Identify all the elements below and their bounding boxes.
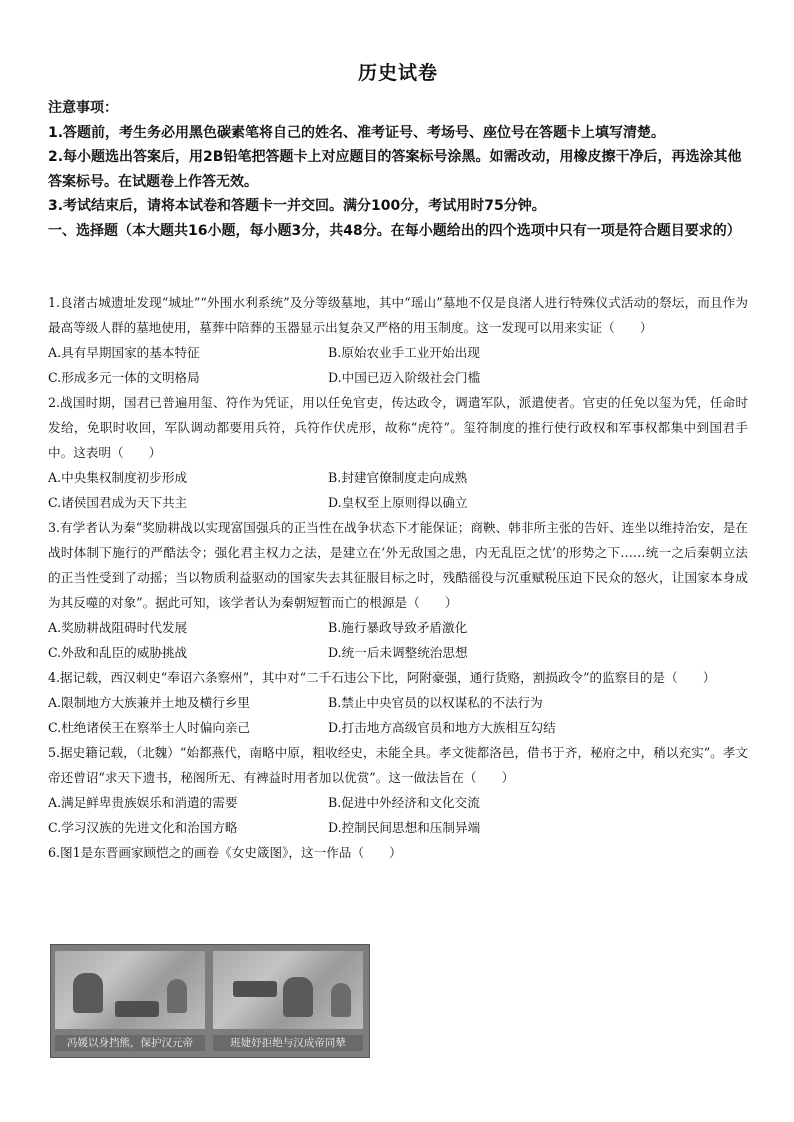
question-5 [48,740,748,840]
question-stem: 5.据史籍记载，（北魏）“始都燕代，南略中原，粗收经史，未能全具。孝文徙都洛邑，借书于齐，秘府之中，稍以充实”。孝文帝还曾诏“求天下遗书，秘阁所无、有裨益时用者加以优赏”。这一做法旨在（ ） [48,745,748,785]
painting-panel-left [55,951,205,1029]
option-c: C.形成多元一体的文明格局 [48,370,200,385]
question-6 [48,840,748,865]
question-stem: 4.据记载，西汉刺史“奉诏六条察州”，其中对“二千石违公下比，阿附豪强，通行货赂，割损政令”的监察目的是（ ） [48,670,716,685]
option-a: A.具有早期国家的基本特征 [48,345,200,360]
figure-silhouette [331,983,351,1017]
question-1 [48,290,748,390]
option-b: B.促进中外经济和文化交流 [328,795,480,810]
figure-silhouette [167,979,187,1013]
option-c: C.学习汉族的先进文化和治国方略 [48,820,238,835]
option-grid [48,615,748,665]
page-title: 历史试卷 [357,62,438,84]
option-a: A.奖励耕战阻碍时代发展 [48,620,188,635]
question-3 [48,515,748,665]
palanquin-silhouette [233,981,277,997]
option-d: D.中国已迈入阶级社会门槛 [328,370,481,385]
option-c: C.诸侯国君成为天下共主 [48,495,188,510]
question-2 [48,390,748,515]
option-a: A.满足鲜卑贵族娱乐和消遣的需要 [48,795,238,810]
section-heading: 一、选择题（本大题共16小题，每小题3分，共48分。在每小题给出的四个选项中只有一项是符合题目要求的） [48,222,741,239]
question-list [48,290,748,865]
bear-silhouette [115,1001,159,1017]
option-c: C.杜绝诸侯王在察举士人时偏向亲己 [48,720,251,735]
instructions-heading: 注意事项： [48,100,118,116]
figure-silhouette [283,977,313,1017]
instructions [48,96,748,243]
painting-panel-right [213,951,363,1029]
option-d: D.统一后未调整统治思想 [328,645,468,660]
option-b: B.封建官僚制度走向成熟 [328,470,468,485]
option-d: D.皇权至上原则得以确立 [328,495,468,510]
option-d: D.控制民间思想和压制异端 [328,820,481,835]
painting-figure [50,944,370,1058]
figure-caption: 冯媛以身挡熊，保护汉元帝 [55,1035,205,1051]
option-c: C.外敌和乱臣的威胁挑战 [48,645,188,660]
option-b: B.施行暴政导致矛盾激化 [328,620,468,635]
question-stem: 6.图1是东晋画家顾恺之的画卷《女史箴图》，这一作品（ ） [48,845,402,860]
question-stem: 3.有学者认为秦“奖励耕战以实现富国强兵的正当性在战争状态下才能保证；商鞅、韩非所主张的告奸、连坐以维持治安，是在战时体制下施行的严酷法令；强化君主权力之法，是建立在‘外无敌国之患，内无乱臣之忧’的形势之下……统一之后秦朝立法的正当性受到了动摇；当以物质利益驱动的国家失去其征服目标之时，残酷徭役与沉重赋税压迫下民众的怒火，让国家本身成为其反噬的对象”。据此可知，该学者认为秦朝短暂而亡的根源是（ ） [48,520,748,610]
option-d: D.打击地方高级官员和地方大族相互勾结 [328,720,556,735]
figure-caption: 班婕妤拒绝与汉成帝同辇 [213,1035,363,1051]
question-4 [48,665,748,740]
option-a: A.中央集权制度初步形成 [48,470,188,485]
option-grid [48,790,748,840]
instruction-item: 3.考试结束后，请将本试卷和答题卡一并交回。满分100分，考试用时75分钟。 [48,198,546,214]
option-a: A.限制地方大族兼并土地及横行乡里 [48,695,251,710]
option-b: B.禁止中央官员的以权谋私的不法行为 [328,695,543,710]
option-grid [48,690,748,740]
question-stem: 1.良渚古城遗址发现“城址”“外围水利系统”及分等级墓地，其中“瑶山”墓地不仅是良渚人进行特殊仪式活动的祭坛，而且作为最高等级人群的墓地使用，墓葬中陪葬的玉器显示出复杂又严格的用玉制度。这一发现可以用来实证（ ） [48,295,748,335]
option-grid [48,465,748,515]
figure-silhouette [73,973,103,1013]
question-stem: 2.战国时期，国君已普遍用玺、符作为凭证，用以任免官吏，传达政令，调遣军队，派遣使者。官吏的任免以玺为凭，任命时发给，免职时收回，军队调动都要用兵符，兵符作伏虎形，故称“虎符”。玺符制度的推行使行政权和军事权都集中到国君手中。这表明（ ） [48,395,748,460]
instruction-item: 1.答题前，考生务必用黑色碳素笔将自己的姓名、准考证号、考场号、座位号在答题卡上填写清楚。 [48,124,666,141]
option-grid [48,340,748,390]
instruction-item: 2.每小题选出答案后，用2B铅笔把答题卡上对应题目的答案标号涂黑。如需改动，用橡皮擦干净后，再选涂其他答案标号。在试题卷上作答无效。 [48,149,742,190]
option-b: B.原始农业手工业开始出现 [328,345,480,360]
